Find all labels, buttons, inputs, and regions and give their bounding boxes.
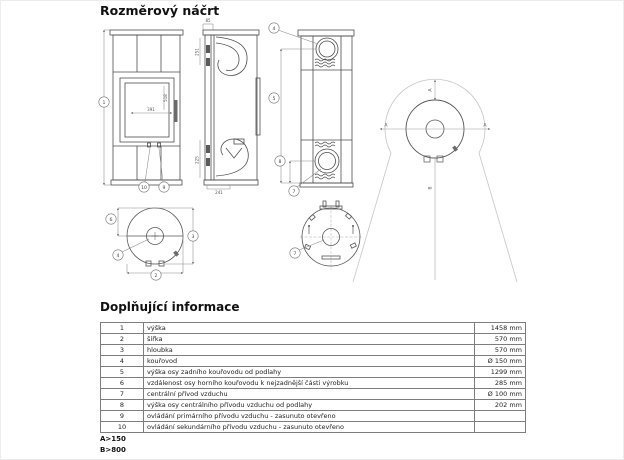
info-table [100, 322, 526, 433]
handle-plan [452, 146, 458, 152]
row-number: 4 [101, 356, 144, 367]
callout-2-width [151, 270, 161, 280]
row-desc: výška osy centrálního přívodu vzduchu od podlahy [144, 400, 475, 411]
clearance-right-line [479, 153, 517, 282]
top-view [127, 208, 183, 266]
svg-text:7: 7 [293, 251, 297, 257]
row-number: 7 [101, 389, 144, 400]
row-value: Ø 100 mm [475, 389, 526, 400]
svg-text:2: 2 [154, 273, 158, 279]
svg-text:3: 3 [191, 234, 195, 240]
row-value: 1299 mm [475, 367, 526, 378]
table-row [101, 400, 526, 411]
svg-text:8: 8 [278, 159, 282, 165]
row-desc: ovládání sekundárního přívodu vzduchu - zasunuto otevřeno [144, 422, 475, 433]
svg-text:7: 7 [292, 189, 296, 195]
row-value: 1458 mm [475, 323, 526, 334]
note-b: B>800 [100, 446, 126, 454]
row-desc: vzdálenost osy horního kouřovodu k nejzadnější části výrobku [144, 378, 475, 389]
row-desc: šířka [144, 334, 475, 345]
row-value [475, 422, 526, 433]
table-row [101, 389, 526, 400]
svg-text:10: 10 [141, 185, 147, 191]
label-b-front: B [428, 186, 434, 190]
bottom-view [300, 201, 362, 270]
side-view [203, 30, 260, 185]
side-dimensions [200, 24, 230, 189]
clearance-left-line [353, 153, 391, 282]
row-desc: výška [144, 323, 475, 334]
callout-4-flue [269, 23, 279, 33]
row-desc: hloubka [144, 345, 475, 356]
section-title: Doplňující informace [100, 300, 240, 314]
callout-7-central-air-bottom [290, 240, 324, 258]
rear-view [298, 30, 354, 187]
row-desc: ovládání primárního přívodu vzduchu - zasunuto otevřeno [144, 411, 475, 422]
callout-9-primary-air [159, 182, 169, 192]
row-value: Ø 150 mm [475, 356, 526, 367]
table-row [101, 378, 526, 389]
table-row [101, 411, 526, 422]
row-value: 285 mm [475, 378, 526, 389]
svg-text:1: 1 [102, 100, 106, 106]
row-number: 5 [101, 367, 144, 378]
row-number: 1 [101, 323, 144, 334]
door-handle [174, 100, 178, 122]
callout-10-secondary-air [139, 182, 149, 192]
svg-text:4: 4 [116, 253, 120, 259]
dim-door-height: 518 [163, 94, 168, 102]
callout-8-air-height [275, 156, 285, 166]
row-number: 6 [101, 378, 144, 389]
dimensional-drawing [0, 18, 624, 298]
clearance-notes [100, 434, 126, 456]
row-number: 2 [101, 334, 144, 345]
table-row [101, 334, 526, 345]
table-row [101, 422, 526, 433]
table-row [101, 323, 526, 334]
row-value: 202 mm [475, 400, 526, 411]
row-value: 570 mm [475, 334, 526, 345]
note-a: A>150 [100, 435, 126, 443]
row-value: 570 mm [475, 345, 526, 356]
table-row [101, 345, 526, 356]
callout-6-flue-to-back [106, 214, 116, 224]
table-row [101, 356, 526, 367]
svg-text:4: 4 [272, 26, 276, 32]
svg-text:9: 9 [162, 185, 166, 191]
label-a-right: A [483, 123, 487, 129]
dim-top-flue-offset: 85 [205, 18, 211, 23]
row-number: 8 [101, 400, 144, 411]
callout-5-flue-height [269, 93, 279, 103]
table-row [101, 367, 526, 378]
row-desc: kouřovod [144, 356, 475, 367]
clearance-view [353, 79, 517, 282]
info-table-body [101, 323, 526, 433]
dim-base-depth: 241 [215, 190, 223, 195]
row-desc: centrální přívod vzduchu [144, 389, 475, 400]
row-number: 3 [101, 345, 144, 356]
row-value [475, 411, 526, 422]
row-number: 9 [101, 411, 144, 422]
row-desc: výška osy zadního kouřovodu od podlahy [144, 367, 475, 378]
callout-7-central-air [289, 186, 299, 196]
dim-door-width: 391 [147, 107, 155, 112]
top-view-dimensions [118, 208, 193, 273]
row-number: 10 [101, 422, 144, 433]
label-a-left: A [384, 123, 388, 129]
callout-3-depth [188, 231, 198, 241]
callout-4-flue-top [113, 250, 123, 260]
svg-text:6: 6 [109, 217, 113, 223]
front-dimensions [104, 30, 172, 185]
dim-lower-body: 225 [194, 156, 200, 164]
page-title: Rozměrový náčrt [100, 3, 220, 18]
dim-upper-body: 251 [194, 48, 200, 56]
callout-1-height [99, 97, 109, 107]
svg-text:5: 5 [272, 96, 276, 102]
label-a-back: A [428, 88, 434, 92]
